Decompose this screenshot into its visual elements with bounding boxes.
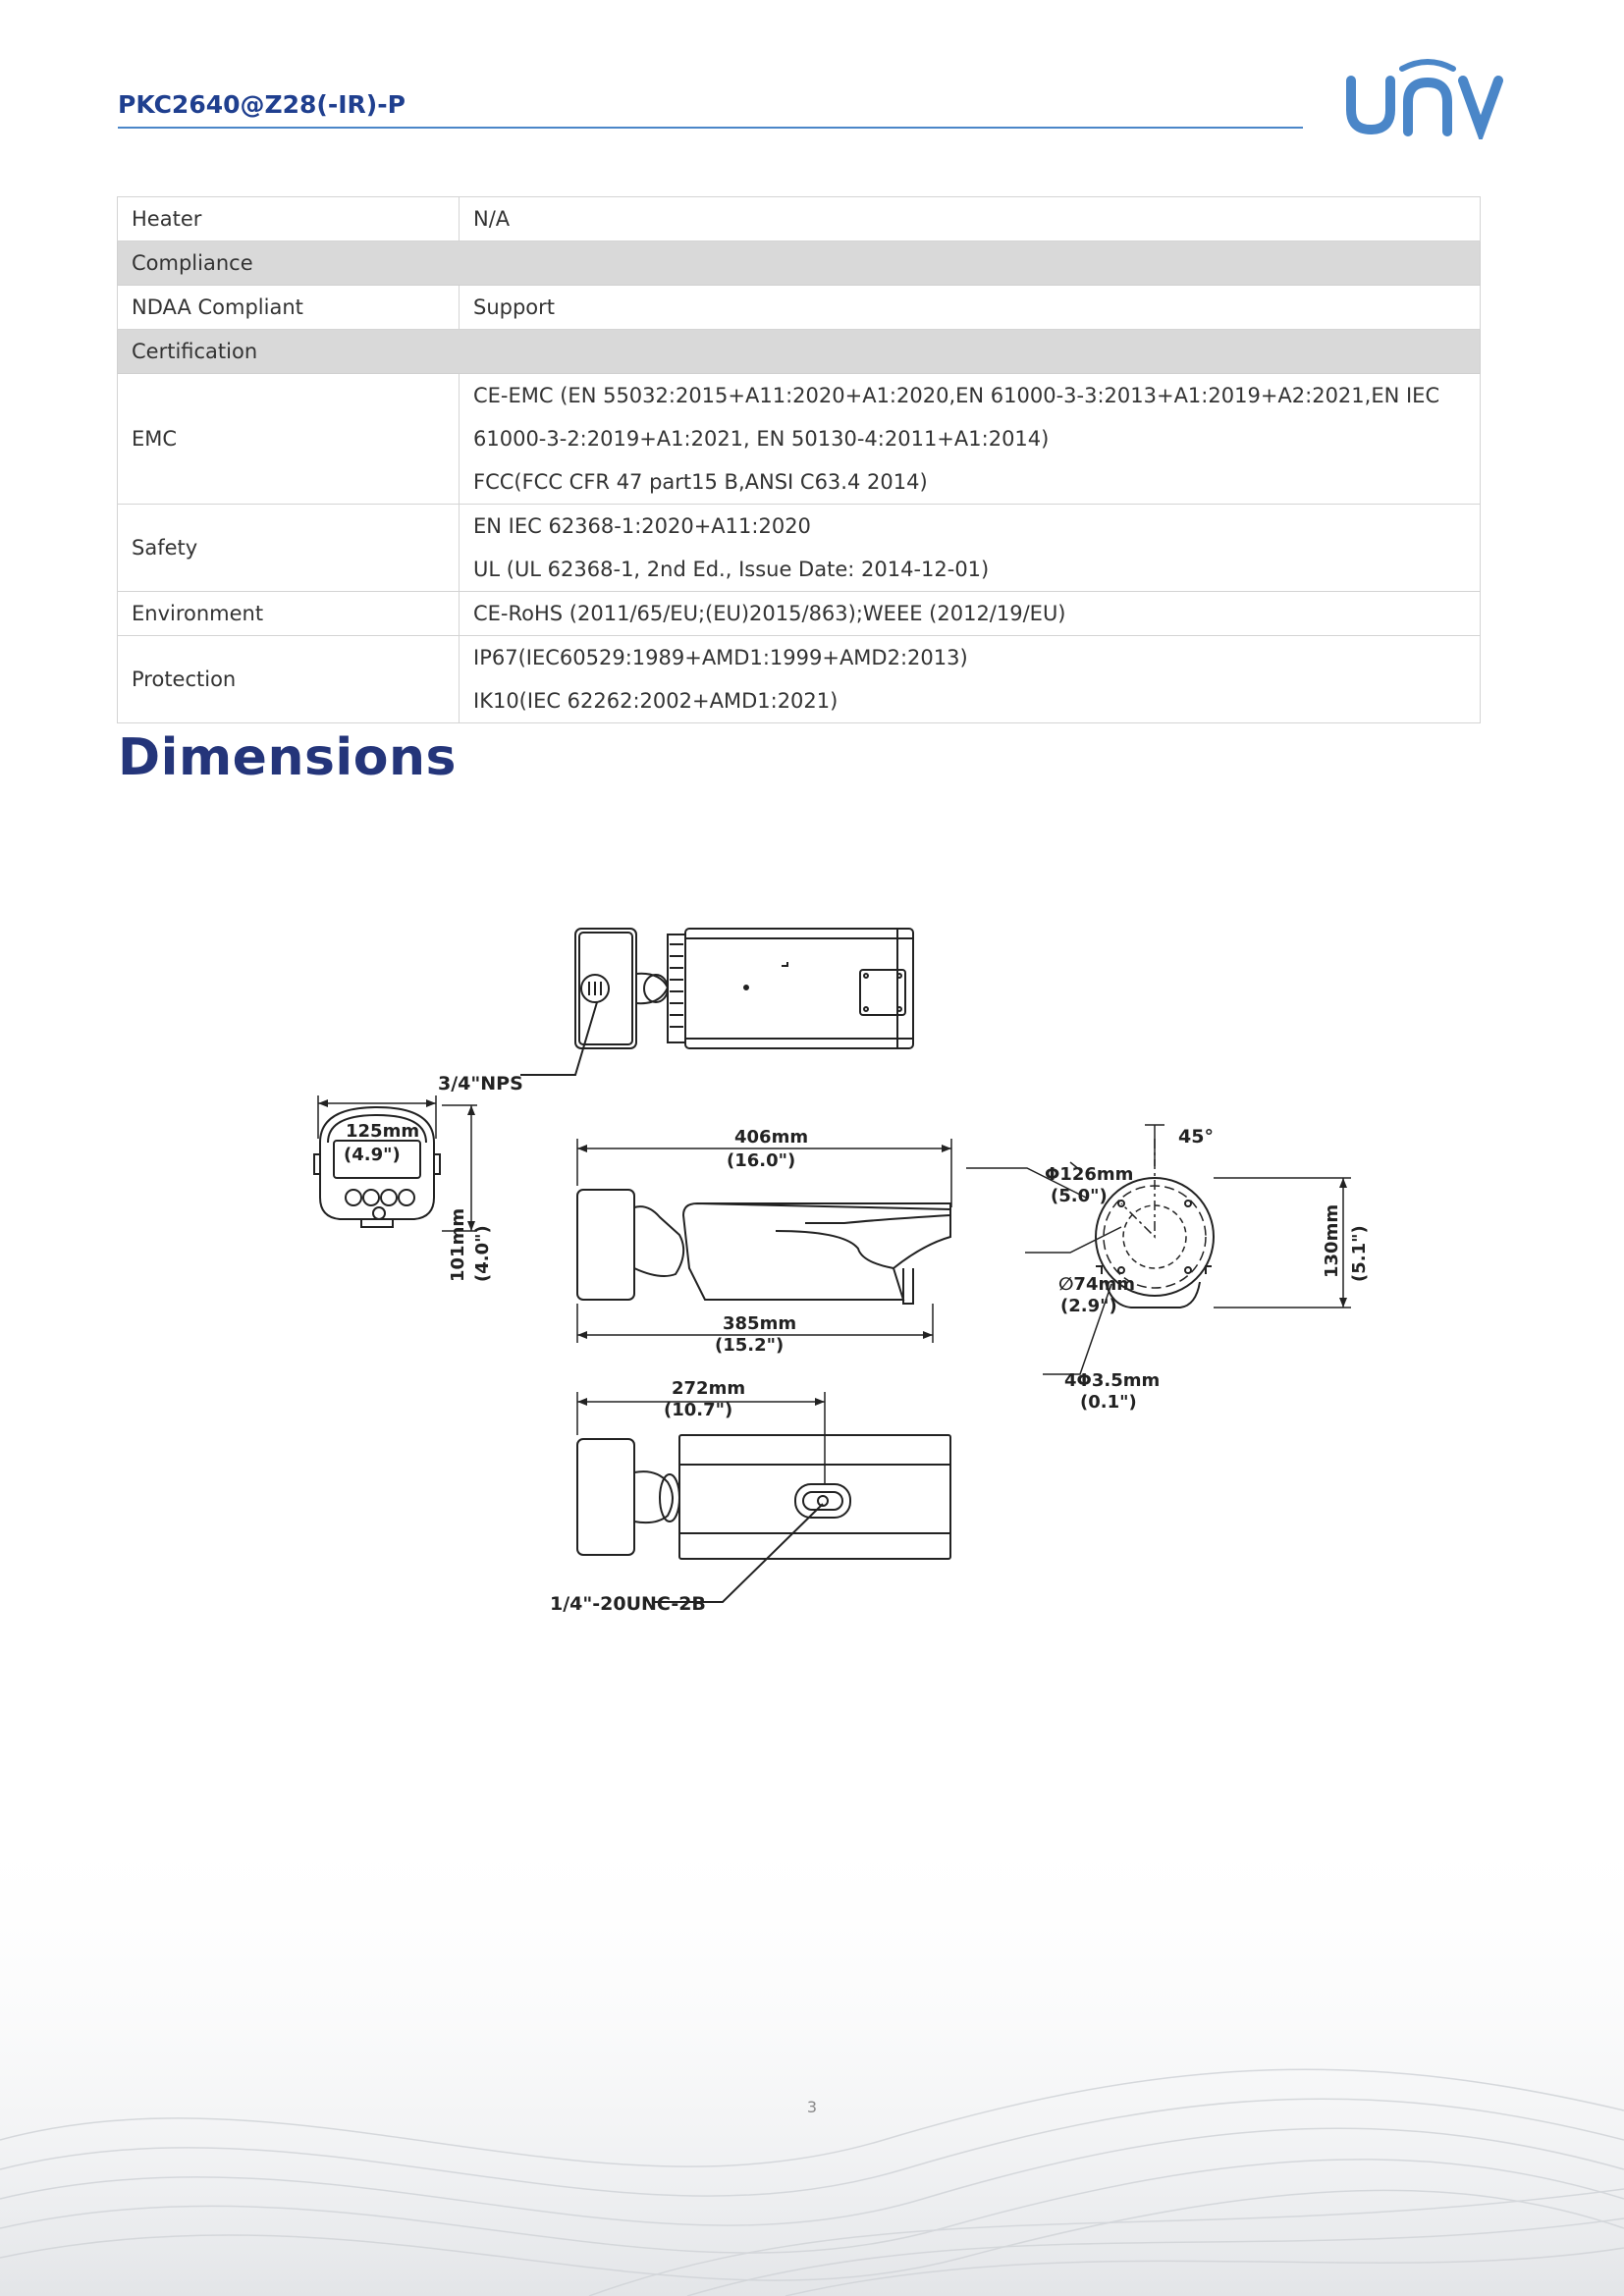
table-row — [118, 592, 1481, 636]
spec-table — [117, 196, 1481, 723]
length-272-label: 272mm — [672, 1378, 746, 1399]
hole-inch-label: (0.1") — [1080, 1392, 1137, 1413]
diameter-74-inch-label: (2.9") — [1060, 1296, 1117, 1316]
unv-logo — [1343, 51, 1506, 139]
spec-value — [460, 505, 1481, 592]
footer-wave-decoration — [0, 1816, 1624, 2296]
spec-value-line: IK10(IEC 62262:2002+AMD1:2021) — [473, 689, 839, 713]
camera-top-view — [520, 929, 913, 1075]
spec-value-line: IP67(IEC60529:1989+AMD1:1999+AMD2:2013) — [473, 646, 968, 669]
diameter-74-label: ∅74mm — [1058, 1274, 1135, 1295]
spec-value-line: EN IEC 62368-1:2020+A11:2020 — [473, 514, 811, 538]
height-101-inch-label: (4.0") — [472, 1225, 493, 1282]
camera-mount-view — [966, 1125, 1351, 1374]
length-385-inch-label: (15.2") — [715, 1335, 785, 1356]
table-section-row — [118, 330, 1481, 374]
spec-value — [460, 636, 1481, 723]
length-272-inch-label: (10.7") — [664, 1400, 733, 1420]
page-number: 3 — [806, 2098, 818, 2116]
width-125-label: 125mm — [346, 1121, 420, 1142]
model-name: PKC2640@Z28(-IR)-P — [118, 90, 406, 119]
height-130-label: 130mm — [1322, 1203, 1342, 1278]
table-row — [118, 636, 1481, 723]
spec-value-line: CE-RoHS (2011/65/EU;(EU)2015/863);WEEE (2012/19/EU) — [473, 602, 1066, 625]
spec-label: Protection — [118, 636, 460, 723]
spec-label: Heater — [118, 197, 460, 241]
length-385-label: 385mm — [723, 1313, 797, 1334]
hole-label: 4Φ3.5mm — [1064, 1370, 1161, 1391]
spec-value — [460, 286, 1481, 330]
table-row — [118, 374, 1481, 505]
width-125-inch-label: (4.9") — [344, 1145, 401, 1165]
spec-value-line: N/A — [473, 207, 511, 231]
spec-label: Safety — [118, 505, 460, 592]
thread-label: 1/4"-20UNC-2B — [550, 1593, 706, 1615]
spec-value — [460, 592, 1481, 636]
spec-value — [460, 197, 1481, 241]
spec-value — [460, 374, 1481, 505]
dimensions-heading: Dimensions — [118, 728, 457, 787]
spec-value-line: CE-EMC (EN 55032:2015+A11:2020+A1:2020,EN 61000-3-3:2013+A1:2019+A2:2021,EN IEC — [473, 384, 1440, 407]
table-row — [118, 286, 1481, 330]
section-heading: Certification — [118, 330, 1481, 374]
length-406-inch-label: (16.0") — [727, 1150, 796, 1171]
height-101-label: 101mm — [448, 1207, 468, 1282]
nps-label: 3/4"NPS — [438, 1073, 523, 1095]
spec-value-line: UL (UL 62368-1, 2nd Ed., Issue Date: 2014-12-01) — [473, 558, 990, 581]
camera-bottom-view — [577, 1392, 950, 1602]
diameter-126-label: Φ126mm — [1045, 1164, 1134, 1185]
length-406-label: 406mm — [734, 1127, 809, 1148]
section-heading: Compliance — [118, 241, 1481, 286]
table-row — [118, 197, 1481, 241]
header-rule — [118, 127, 1303, 129]
table-section-row — [118, 241, 1481, 286]
dimension-drawing — [295, 903, 1375, 1629]
spec-value-line: Support — [473, 295, 556, 319]
table-row — [118, 505, 1481, 592]
spec-value-line: FCC(FCC CFR 47 part15 B,ANSI C63.4 2014) — [473, 470, 928, 494]
height-130-inch-label: (5.1") — [1349, 1225, 1370, 1282]
spec-label: EMC — [118, 374, 460, 505]
spec-label: Environment — [118, 592, 460, 636]
spec-value-line: 61000-3-2:2019+A1:2021, EN 50130-4:2011+A1:2014) — [473, 427, 1050, 451]
angle-label: 45° — [1178, 1126, 1214, 1148]
diameter-126-inch-label: (5.0") — [1051, 1186, 1108, 1206]
spec-label: NDAA Compliant — [118, 286, 460, 330]
